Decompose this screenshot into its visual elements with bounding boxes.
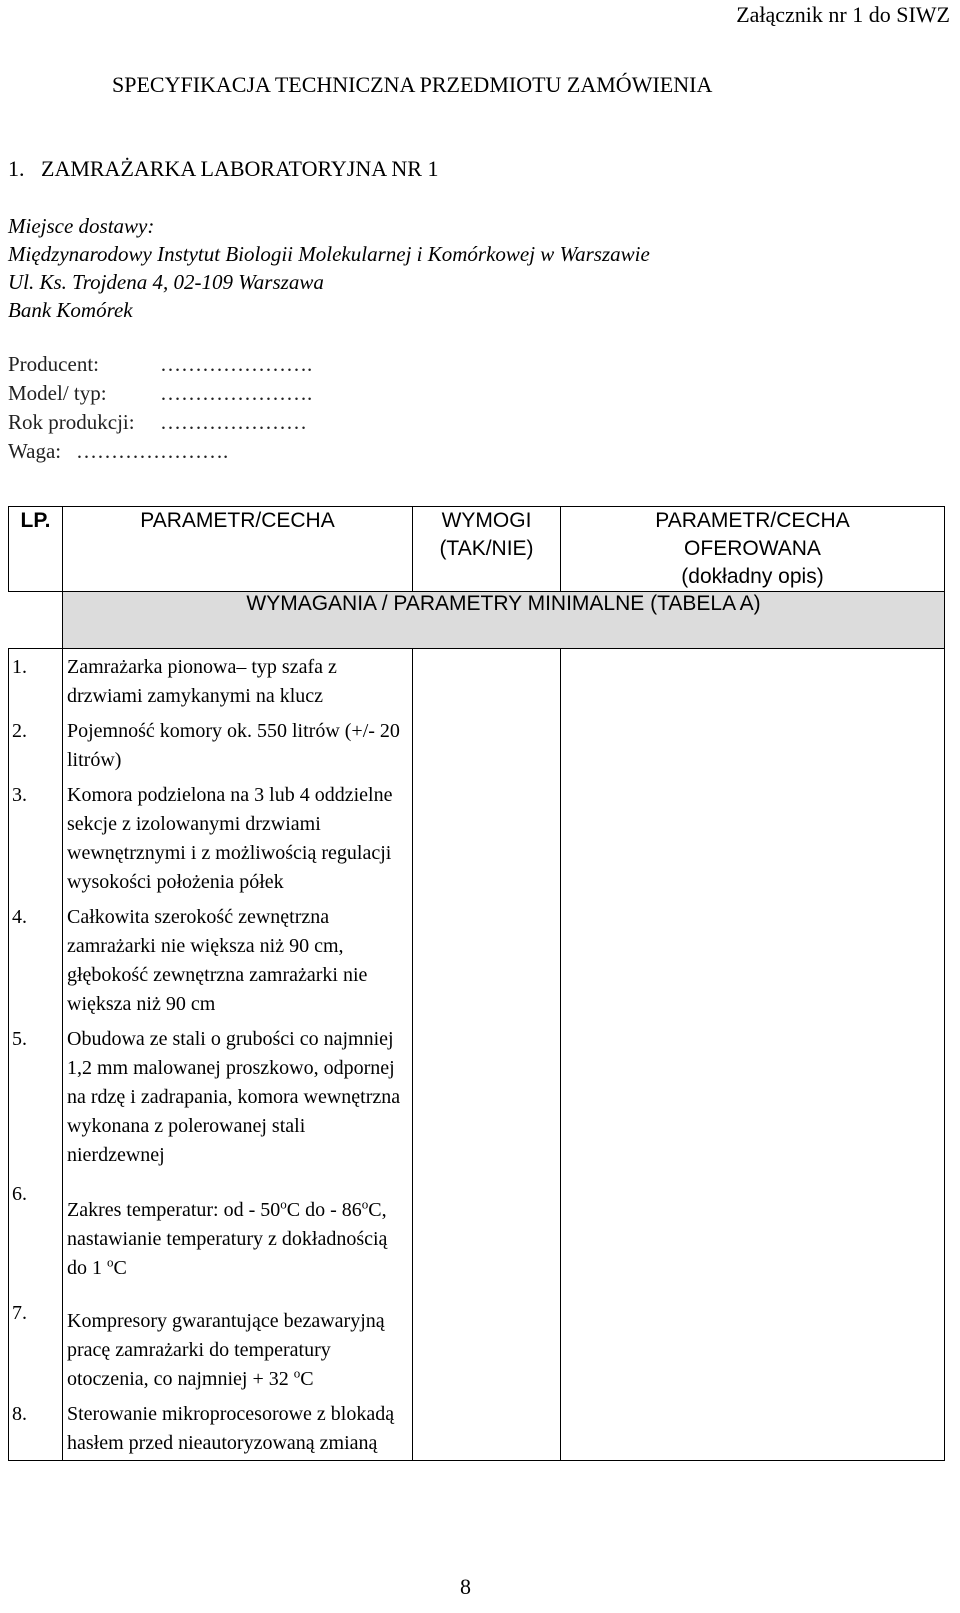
field-year bbox=[8, 408, 312, 437]
delivery-address: Ul. Ks. Trojdena 4, 02-109 Warszawa bbox=[8, 270, 324, 294]
row-text-part: C do - 86 bbox=[286, 1199, 362, 1221]
header-requirement bbox=[413, 507, 561, 592]
field-dots: …………………. bbox=[160, 381, 313, 405]
product-fields bbox=[8, 350, 312, 466]
requirement-answer-cell[interactable] bbox=[413, 649, 561, 1461]
header-offer-line: PARAMETR/CECHA bbox=[655, 509, 850, 532]
field-dots: ………………… bbox=[160, 410, 307, 434]
field-dots: …………………. bbox=[160, 352, 313, 376]
annex-label: Załącznik nr 1 do SIWZ bbox=[736, 2, 950, 27]
row-description: Pojemność komory ok. 550 litrów (+/- 20 litrów) bbox=[63, 713, 413, 777]
row-description bbox=[63, 1172, 413, 1285]
section-title: 1. ZAMRAŻARKA LABORATORYJNA NR 1 bbox=[8, 156, 439, 181]
row-text-part: Kompresory gwarantujące bezawaryjną pracę zamrażarki do temperatury otoczenia, co najmniej + 32 bbox=[67, 1310, 385, 1390]
section-band: WYMAGANIA / PARAMETRY MINIMALNE (TABELA A) bbox=[63, 592, 945, 649]
row-description: Komora podzielona na 3 lub 4 oddzielne sekcje z izolowanymi drzwiami wewnętrznymi i z możliwością regulacji wysokości położenia półek bbox=[63, 777, 413, 899]
degree-sign: o bbox=[107, 1254, 114, 1270]
degree-sign: o bbox=[361, 1196, 369, 1212]
field-dots: …………………. bbox=[76, 439, 229, 463]
delivery-block bbox=[8, 212, 650, 324]
header-lp: LP. bbox=[9, 507, 63, 592]
row-text-part: C bbox=[113, 1257, 127, 1279]
field-producer bbox=[8, 350, 312, 379]
row-description: Całkowita szerokość zewnętrzna zamrażarki nie większa niż 90 cm, głębokość zewnętrzna zamrażarki nie większa niż 90 cm bbox=[63, 899, 413, 1021]
row-description: Zamrażarka pionowa– typ szafa z drzwiami zamykanymi na klucz bbox=[63, 649, 413, 714]
row-number: 2. bbox=[9, 713, 63, 777]
row-description: Sterowanie mikroprocesorowe z blokadą hasłem przed nieautoryzowaną zmianą bbox=[63, 1396, 413, 1461]
header-offer-line: OFEROWANA bbox=[684, 537, 821, 560]
table-header-row bbox=[9, 507, 945, 592]
row-number: 4. bbox=[9, 899, 63, 1021]
spec-table bbox=[8, 506, 945, 1461]
row-number: 1. bbox=[9, 649, 63, 714]
degree-sign: o bbox=[280, 1196, 287, 1212]
row-text-part: C bbox=[300, 1368, 314, 1390]
field-model bbox=[8, 379, 312, 408]
row-number: 5. bbox=[9, 1021, 63, 1172]
row-text-part: C, nastawianie temperatury z dokładnością do 1 bbox=[67, 1199, 388, 1279]
delivery-unit: Bank Komórek bbox=[8, 298, 133, 322]
band-spacer bbox=[9, 592, 63, 649]
row-number: 7. bbox=[9, 1285, 63, 1396]
field-label: Model/ typ: bbox=[8, 381, 107, 405]
field-weight bbox=[8, 437, 312, 466]
row-number: 8. bbox=[9, 1396, 63, 1461]
field-label: Waga: bbox=[8, 439, 62, 463]
row-description: Obudowa ze stali o grubości co najmniej 1,2 mm malowanej proszkowo, odpornej na rdzę i zadrapania, komora wewnętrzna wykonana z polerowanej stali nierdzewnej bbox=[63, 1021, 413, 1172]
header-req-line: (TAK/NIE) bbox=[439, 537, 534, 560]
degree-sign: o bbox=[293, 1365, 301, 1381]
header-param: PARAMETR/CECHA bbox=[63, 507, 413, 592]
header-offer-line: (dokładny opis) bbox=[681, 565, 824, 588]
row-number: 6. bbox=[9, 1172, 63, 1285]
header-req-line: WYMOGI bbox=[441, 509, 532, 532]
row-number: 3. bbox=[9, 777, 63, 899]
field-label: Rok produkcji: bbox=[8, 410, 135, 434]
section-band-row bbox=[9, 592, 945, 649]
row-text-part: Zakres temperatur: od - 50 bbox=[67, 1199, 281, 1221]
page-number: 8 bbox=[460, 1574, 471, 1599]
table-row bbox=[9, 649, 945, 714]
delivery-institute: Międzynarodowy Instytut Biologii Molekularnej i Komórkowej w Warszawie bbox=[8, 242, 650, 266]
field-label: Producent: bbox=[8, 352, 99, 376]
row-description bbox=[63, 1285, 413, 1396]
delivery-label: Miejsce dostawy: bbox=[8, 214, 155, 238]
spec-title: SPECYFIKACJA TECHNICZNA PRZEDMIOTU ZAMÓWIENIA bbox=[112, 72, 713, 97]
header-offer bbox=[561, 507, 945, 592]
offer-description-cell[interactable] bbox=[561, 649, 945, 1461]
